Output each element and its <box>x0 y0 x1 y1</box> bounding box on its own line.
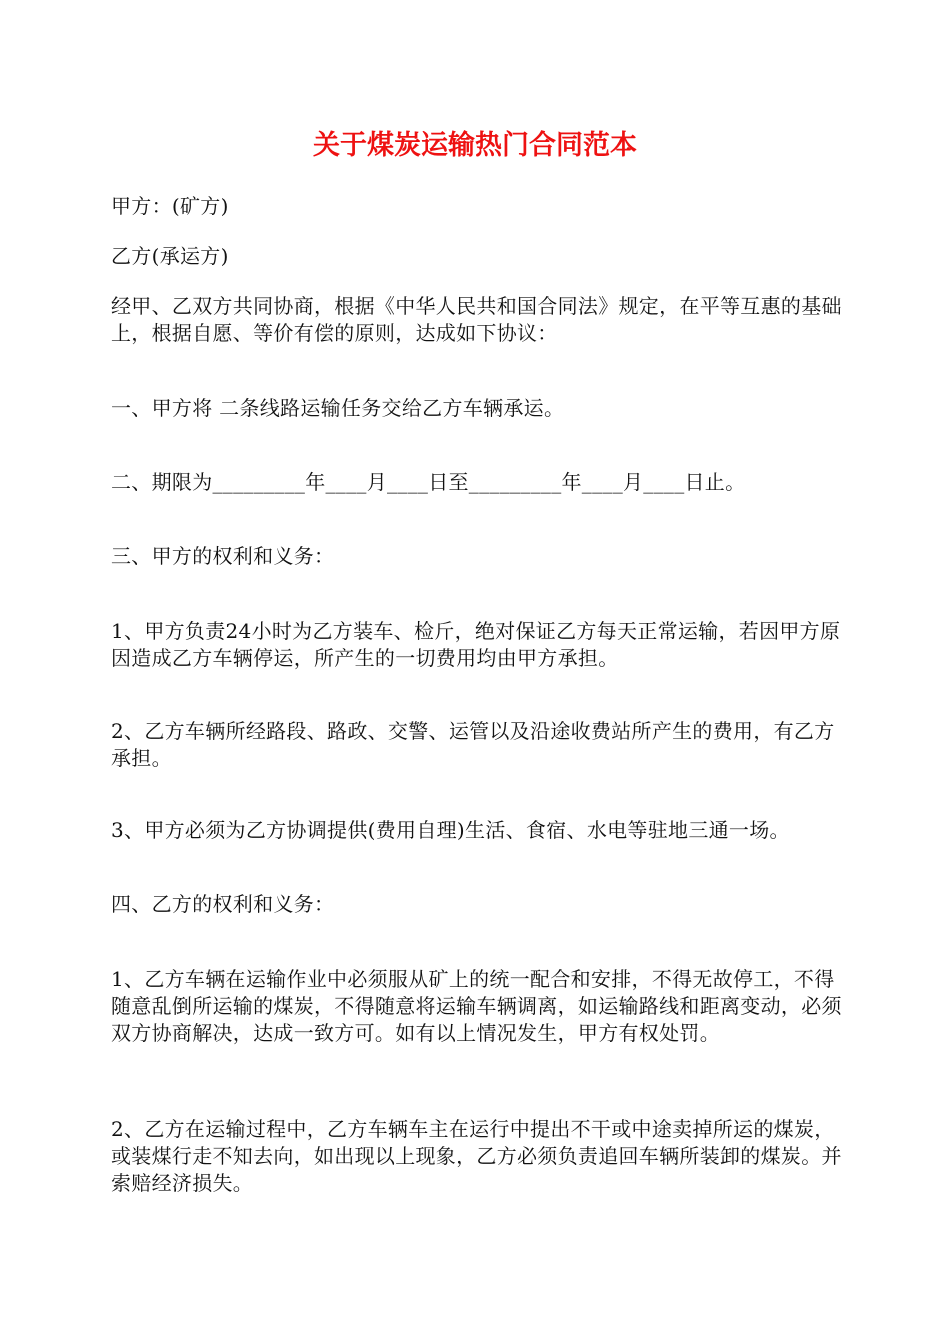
party-a-line: 甲方：(矿方) <box>111 194 229 218</box>
clause-2-term: 二、期限为_________年____月____日至_________年____月____日止。 <box>111 470 746 494</box>
section-3-heading: 三、甲方的权利和义务： <box>111 544 335 568</box>
clause-1: 一、甲方将 二条线路运输任务交给乙方车辆承运。 <box>111 396 565 420</box>
section-4-heading: 四、乙方的权利和义务： <box>111 892 335 916</box>
section-4-item-2: 2、乙方在运输过程中，乙方车辆车主在运行中提出不干或中途卖掉所运的煤炭，或装煤行走不知去向，如出现以上现象，乙方必须负责追回车辆所装卸的煤炭。并索赔经济损失。 <box>111 1117 842 1195</box>
party-b-line: 乙方(承运方) <box>111 244 229 268</box>
section-3-item-3: 3、甲方必须为乙方协调提供(费用自理)生活、食宿、水电等驻地三通一场。 <box>111 818 790 842</box>
section-3-item-1: 1、甲方负责24小时为乙方装车、检斤，绝对保证乙方每天正常运输，若因甲方原因造成乙方车辆停运，所产生的一切费用均由甲方承担。 <box>111 619 841 670</box>
section-4-item-1: 1、乙方车辆在运输作业中必须服从矿上的统一配合和安排，不得无故停工，不得随意乱倒所运输的煤炭，不得随意将运输车辆调离，如运输路线和距离变动，必须双方协商解决，达成一致方可。如有以上情况发生，甲方有权处罚。 <box>111 967 842 1045</box>
preamble-paragraph: 经甲、乙双方共同协商，根据《中华人民共和国合同法》规定，在平等互惠的基础上，根据自愿、等价有偿的原则，达成如下协议： <box>111 294 842 345</box>
document-title: 关于煤炭运输热门合同范本 <box>313 130 637 161</box>
section-3-item-2: 2、乙方车辆所经路段、路政、交警、运管以及沿途收费站所产生的费用，有乙方承担。 <box>111 719 835 770</box>
